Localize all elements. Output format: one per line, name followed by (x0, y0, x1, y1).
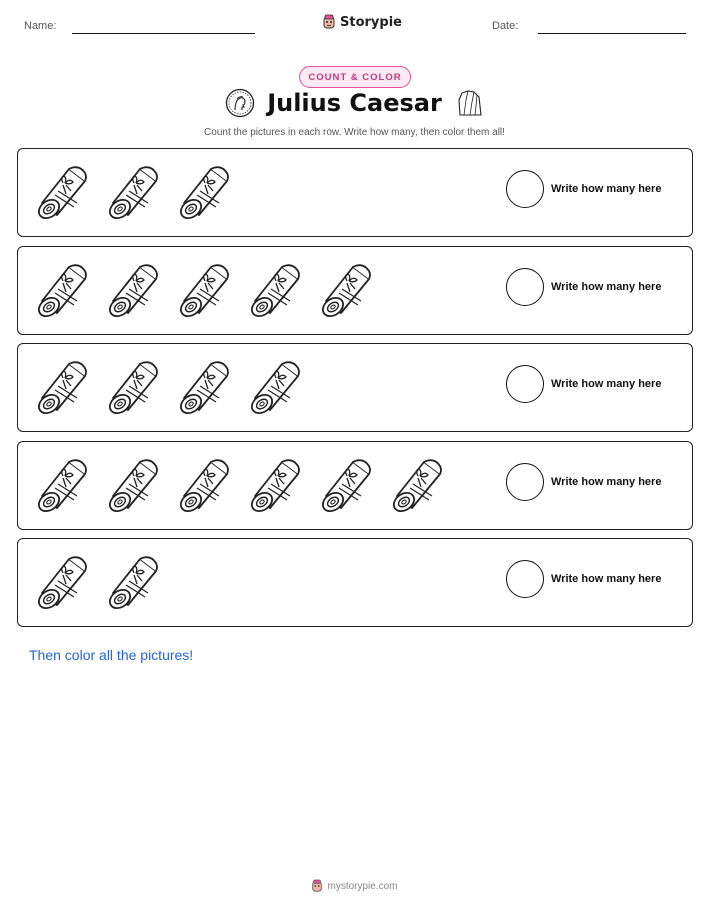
storypie-mascot-icon (322, 14, 336, 30)
toga-icon (456, 88, 484, 118)
brand-logo (322, 14, 402, 30)
answer-prompt: Write how many here (551, 475, 662, 488)
answer-circle[interactable] (506, 365, 544, 403)
scroll-icon[interactable] (33, 161, 93, 223)
instructions-text: Count the pictures in each row. Write how many, then color them all! (204, 127, 505, 138)
scroll-icon[interactable] (388, 454, 448, 516)
scroll-icon[interactable] (33, 454, 93, 516)
scroll-icon[interactable] (175, 356, 235, 418)
scroll-icon[interactable] (104, 356, 164, 418)
worksheet-type-badge: COUNT & COLOR (299, 66, 411, 88)
scroll-icon[interactable] (246, 259, 306, 321)
answer-circle[interactable] (506, 463, 544, 501)
answer-prompt: Write how many here (551, 280, 662, 293)
count-row (17, 246, 693, 335)
scroll-icon[interactable] (33, 259, 93, 321)
scroll-icon[interactable] (104, 454, 164, 516)
footer-url: mystorypie.com (327, 880, 398, 892)
scroll-icon[interactable] (104, 161, 164, 223)
count-row (17, 441, 693, 530)
answer-prompt: Write how many here (551, 378, 662, 390)
answer-circle[interactable] (506, 268, 544, 306)
coin-portrait-icon (225, 88, 255, 118)
scroll-icon[interactable] (317, 454, 377, 516)
scroll-icon[interactable] (175, 161, 235, 223)
page-title: Julius Caesar (267, 89, 442, 117)
title-row (0, 88, 709, 118)
scroll-icon[interactable] (175, 454, 235, 516)
footer (0, 879, 709, 893)
name-line[interactable] (72, 33, 255, 34)
scroll-icon[interactable] (317, 259, 377, 321)
color-instruction: Then color all the pictures! (29, 647, 194, 663)
answer-prompt: Write how many here (551, 573, 662, 585)
count-row (17, 148, 693, 237)
scroll-icon[interactable] (104, 259, 164, 321)
scroll-icon[interactable] (246, 356, 306, 418)
brand-name: Storypie (340, 14, 402, 30)
name-label: Name: (24, 20, 57, 32)
count-row (17, 538, 693, 627)
scroll-icon[interactable] (246, 454, 306, 516)
date-label: Date: (492, 20, 519, 32)
date-line[interactable] (538, 33, 686, 34)
scroll-icon[interactable] (33, 356, 93, 418)
scroll-icon[interactable] (175, 259, 235, 321)
scroll-icon[interactable] (33, 551, 93, 613)
count-row (17, 343, 693, 432)
answer-circle[interactable] (506, 560, 544, 598)
scroll-icon[interactable] (104, 551, 164, 613)
storypie-mascot-icon (311, 879, 323, 893)
answer-circle[interactable] (506, 170, 544, 208)
answer-prompt: Write how many here (551, 183, 662, 195)
